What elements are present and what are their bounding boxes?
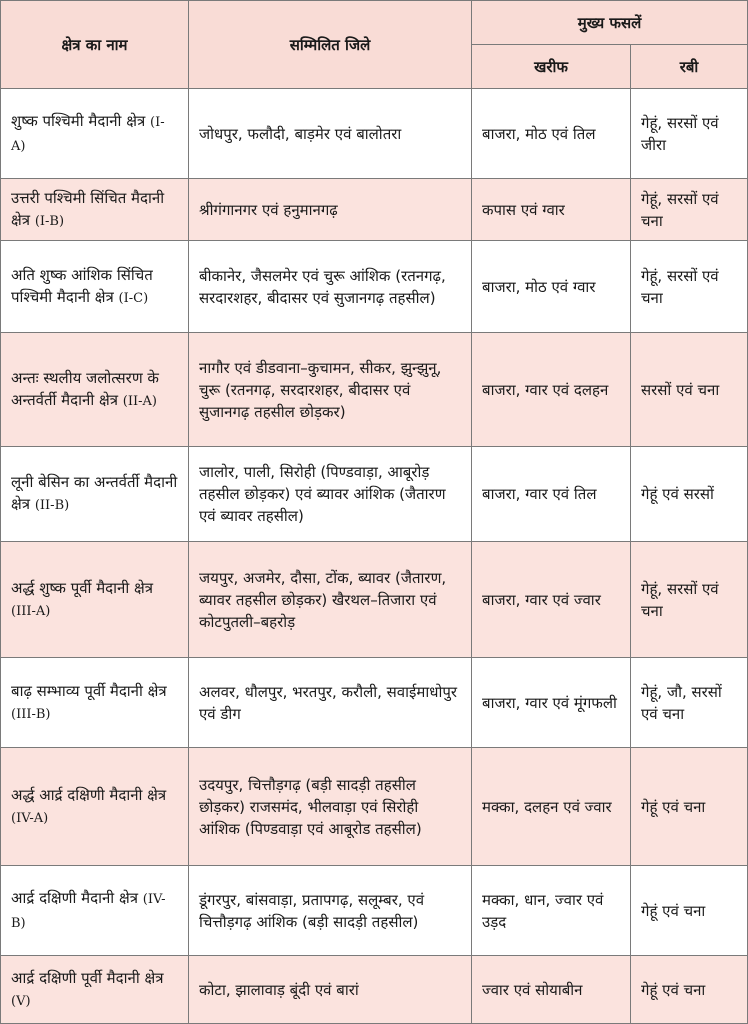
region-name: अर्द्ध शुष्क पूर्वी मैदानी क्षेत्र <box>11 578 154 597</box>
region-name: आर्द्र दक्षिणी पूर्वी मैदानी क्षेत्र <box>11 968 164 987</box>
header-main-crops: मुख्य फसलें <box>472 1 748 45</box>
districts-cell: जयपुर, अजमेर, दौसा, टोंक, ब्यावर (जैतारण, ब्यावर तहसील छोड़कर) खैरथल–तिजारा एवं कोटपुतली–बहरोड़ <box>189 542 472 658</box>
region-name: उत्तरी पश्चिमी सिंचित मैदानी क्षेत्र <box>11 188 165 229</box>
region-code: (IV-B) <box>11 891 166 931</box>
region-name: लूनी बेसिन का अन्तर्वर्ती मैदानी क्षेत्र <box>11 473 178 513</box>
districts-cell: उदयपुर, चित्तौड़गढ़ (बड़ी सादड़ी तहसील छोड़कर) राजसमंद, भीलवाड़ा एवं सिरोही आंशिक (पिण्डवाड़ा एवं आबूरोड तहसील) <box>189 748 472 866</box>
region-name: अन्तः स्थलीय जलोत्सरण के अन्तर्वर्ती मैदानी क्षेत्र <box>11 368 159 409</box>
region-cell <box>1 89 189 179</box>
region-cell <box>1 179 189 241</box>
districts-cell: जोधपुर, फलौदी, बाड़मेर एवं बालोतरा <box>189 89 472 179</box>
region-code: (II-A) <box>122 393 157 409</box>
districts-cell: बीकानेर, जैसलमेर एवं चुरू आंशिक (रतनगढ़, सरदारशहर, बीदासर एवं सुजानगढ़ तहसील) <box>189 241 472 333</box>
districts-cell: नागौर एवं डीडवाना–कुचामन, सीकर, झुन्झुनू, चुरू (रतनगढ़, सरदारशहर, बीदासर एवं सुजानगढ़ तहसील छोड़कर) <box>189 333 472 447</box>
rabi-cell: सरसों एवं चना <box>631 333 748 447</box>
table-row <box>1 956 748 1024</box>
kharif-cell: बाजरा, ग्वार एवं मूंगफली <box>472 658 631 748</box>
region-cell <box>1 333 189 447</box>
kharif-cell: बाजरा, ग्वार एवं दलहन <box>472 333 631 447</box>
table-row <box>1 89 748 179</box>
header-rabi: रबी <box>631 45 748 89</box>
rabi-cell: गेहूं, सरसों एवं चना <box>631 179 748 241</box>
table-row <box>1 179 748 241</box>
table-row <box>1 241 748 333</box>
region-name: बाढ़ सम्भाव्य पूर्वी मैदानी क्षेत्र <box>11 681 167 700</box>
rabi-cell: गेहूं एवं चना <box>631 748 748 866</box>
kharif-cell: बाजरा, मोठ एवं तिल <box>472 89 631 179</box>
kharif-cell: मक्का, धान, ज्वार एवं उड़द <box>472 866 631 956</box>
rabi-cell: गेहूं, जौ, सरसों एवं चना <box>631 658 748 748</box>
districts-cell: अलवर, धौलपुर, भरतपुर, करौली, सवाईमाधोपुर एवं डीग <box>189 658 472 748</box>
region-code: (I-C) <box>118 290 149 306</box>
districts-cell: डूंगरपुर, बांसवाड़ा, प्रतापगढ़, सलूम्बर, एवं चित्तौड़गढ़ आंशिक (बड़ी सादड़ी तहसील) <box>189 866 472 956</box>
rabi-cell: गेहूं एवं चना <box>631 956 748 1024</box>
region-code: (IV-A) <box>11 810 49 826</box>
kharif-cell: बाजरा, मोठ एवं ग्वार <box>472 241 631 333</box>
rabi-cell: गेहूं, सरसों एवं चना <box>631 241 748 333</box>
rabi-cell: गेहूं एवं सरसों <box>631 447 748 542</box>
header-region: क्षेत्र का नाम <box>1 1 189 89</box>
region-cell <box>1 542 189 658</box>
region-code: (III-B) <box>11 706 51 722</box>
region-code: (V) <box>11 993 31 1009</box>
region-cell <box>1 241 189 333</box>
rabi-cell: गेहूं, सरसों एवं चना <box>631 542 748 658</box>
table-row <box>1 748 748 866</box>
kharif-cell: बाजरा, ग्वार एवं तिल <box>472 447 631 542</box>
region-code: (III-A) <box>11 603 51 619</box>
region-code: (I-B) <box>34 213 65 229</box>
region-cell <box>1 658 189 748</box>
table-row <box>1 542 748 658</box>
kharif-cell: ज्वार एवं सोयाबीन <box>472 956 631 1024</box>
table-row <box>1 447 748 542</box>
districts-cell: जालोर, पाली, सिरोही (पिण्डवाड़ा, आबूरोड़ तहसील छोड़कर) एवं ब्यावर आंशिक (जैतारण एवं ब्यावर तहसील) <box>189 447 472 542</box>
region-cell <box>1 956 189 1024</box>
region-name: अर्द्ध आर्द्र दक्षिणी मैदानी क्षेत्र <box>11 785 167 804</box>
kharif-cell: कपास एवं ग्वार <box>472 179 631 241</box>
table-row <box>1 333 748 447</box>
districts-cell: कोटा, झालावाड़ बूंदी एवं बारां <box>189 956 472 1024</box>
kharif-cell: मक्का, दलहन एवं ज्वार <box>472 748 631 866</box>
region-cell <box>1 866 189 956</box>
kharif-cell: बाजरा, ग्वार एवं ज्वार <box>472 542 631 658</box>
region-name: शुष्क पश्चिमी मैदानी क्षेत्र <box>11 111 146 130</box>
header-districts: सम्मिलित जिले <box>189 1 472 89</box>
region-code: (II-B) <box>34 498 70 513</box>
header-kharif: खरीफ <box>472 45 631 89</box>
districts-cell: श्रीगंगानगर एवं हनुमानगढ़ <box>189 179 472 241</box>
region-cell <box>1 748 189 866</box>
table-row <box>1 866 748 956</box>
rabi-cell: गेहूं, सरसों एवं जीरा <box>631 89 748 179</box>
table-row <box>1 658 748 748</box>
region-name: आर्द्र दक्षिणी मैदानी क्षेत्र <box>11 888 138 907</box>
rabi-cell: गेहूं एवं चना <box>631 866 748 956</box>
region-cell <box>1 447 189 542</box>
region-code: (I-A) <box>11 114 165 154</box>
region-name: अति शुष्क आंशिक सिंचित पश्चिमी मैदानी क्षेत्र <box>11 265 153 306</box>
